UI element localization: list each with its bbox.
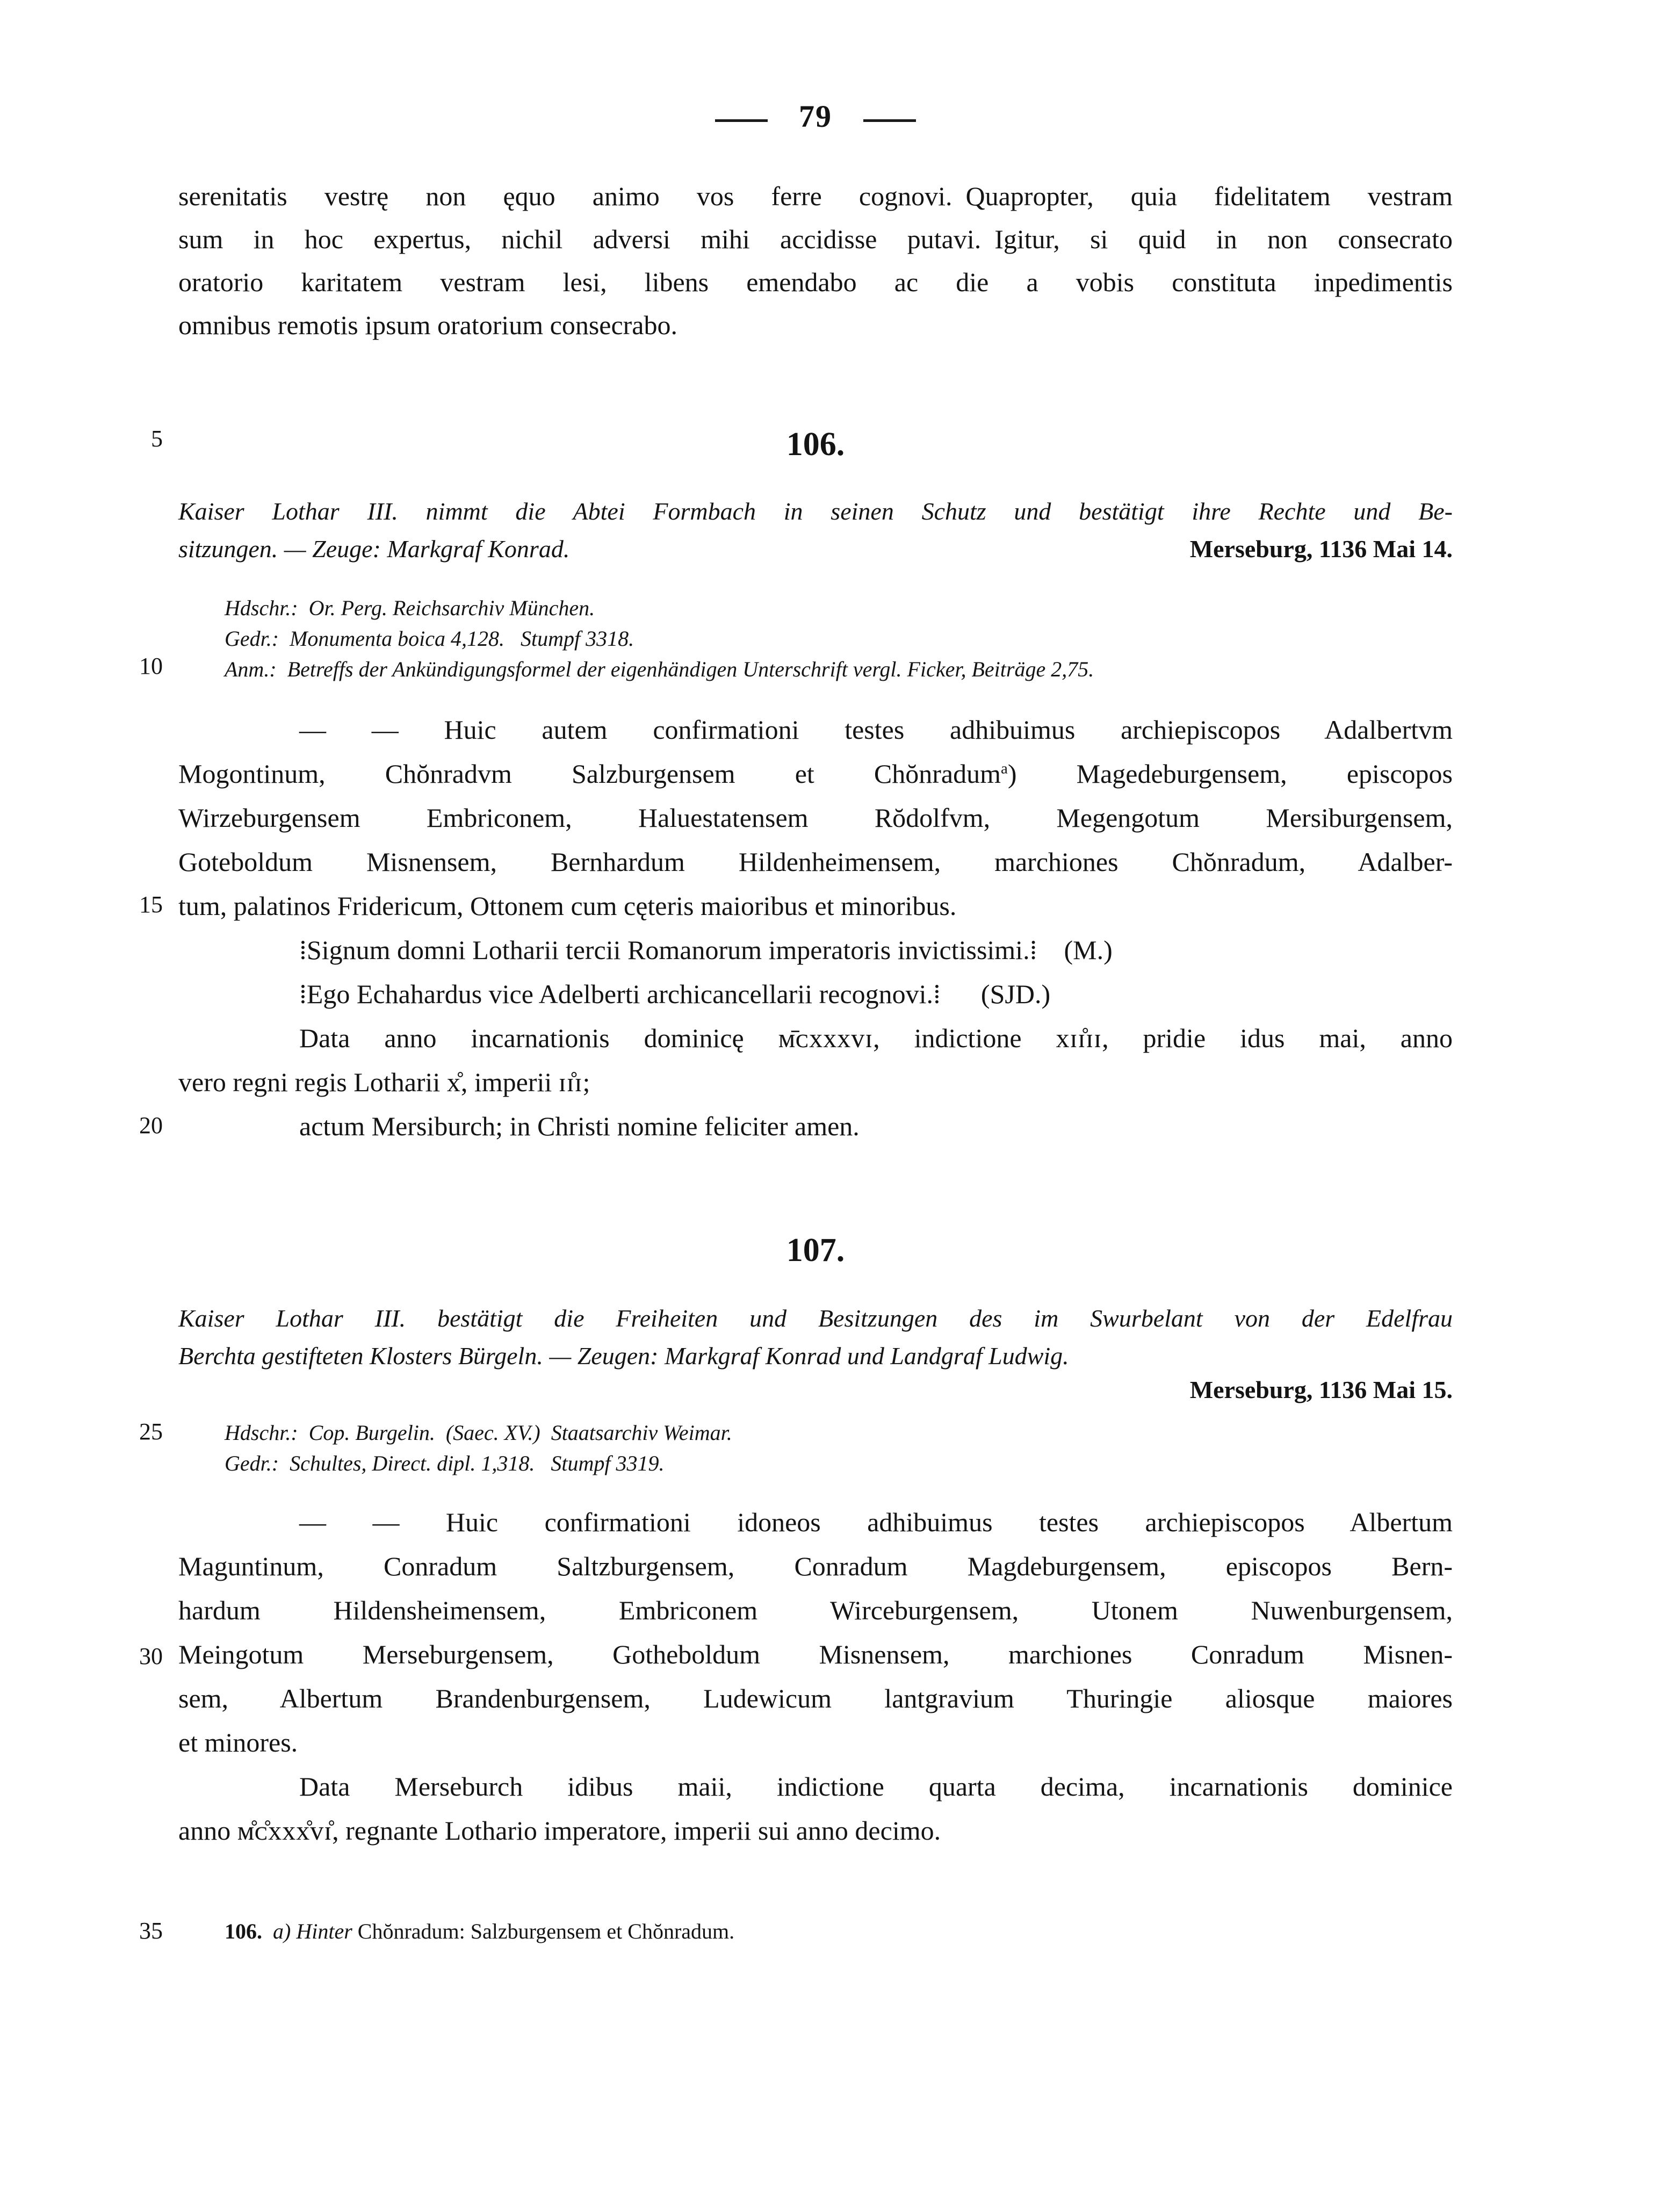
source-line-gedr: Gedr.: Schultes, Direct. dipl. 1,318. Stumpf 3319. [225, 1451, 665, 1475]
text-line: oratorio karitatem vestram lesi, libens emendabo ac die a vobis constituta inpedimentis [178, 267, 1453, 297]
margin-line-number-10: 10 [139, 653, 163, 679]
entry-106-heading: 106. [786, 426, 845, 463]
margin-line-number-20: 20 [139, 1112, 163, 1139]
summary-line: Kaiser Lothar III. nimmt die Abtei Formbach in seinen Schutz und bestätigt ihre Rechte und Be- [178, 498, 1453, 525]
footnote-106a: 106. a) Hinter Chŏnradum: Salzburgensem et Chŏnradum. [225, 1919, 735, 1943]
margin-line-number-25: 25 [139, 1418, 163, 1445]
text-line: tum, palatinos Fridericum, Ottonem cum cęteris maioribus et minoribus. [178, 891, 957, 921]
text-line: anno ᴍ̊ᴄ̊xxx̊ᴠɪ̊, regnante Lothario imperatore, imperii sui anno decimo. [178, 1815, 941, 1846]
text-line: et minores. [178, 1727, 298, 1757]
page-header [178, 101, 1453, 135]
summary-line-with-date [178, 530, 1453, 568]
text-line: serenitatis vestrę non ęquo animo vos ferre cognovi. Quapropter, quia fidelitatem vestram [178, 181, 1453, 211]
source-line-hdschr: Hdschr.: Cop. Burgelin. (Saec. XV.) Staatsarchiv Weimar. [225, 1421, 732, 1445]
text-line-actum: actum Mersiburch; in Christi nomine feliciter amen. [299, 1111, 860, 1141]
entry-107-summary [178, 1300, 1453, 1375]
header-rule-left [715, 119, 768, 122]
intro-paragraph [178, 175, 1453, 347]
text-line: Wirzeburgensem Embriconem, Haluestatensem Rŏdolfvm, Megengotum Mersiburgensem, [178, 803, 1453, 833]
text-line-datum: Data Merseburch idibus maii, indictione quarta decima, incarnationis dominice [299, 1771, 1453, 1802]
source-line-gedr: Gedr.: Monumenta boica 4,128. Stumpf 3318. [225, 626, 634, 651]
text-line: Mogontinum, Chŏnradvm Salzburgensem et Chŏnradum$^a$) Magedeburgensem, episcopos [178, 759, 1453, 789]
text-line: Meingotum Merseburgensem, Gotheboldum Misnensem, marchiones Conradum Misnen- [178, 1639, 1453, 1669]
source-line-hdschr: Hdschr.: Or. Perg. Reichsarchiv München. [225, 596, 595, 620]
text-line: omnibus remotis ipsum oratorium consecrabo. [178, 310, 678, 340]
entry-107-heading: 107. [786, 1232, 845, 1269]
entry-106-body [178, 708, 1453, 1148]
header-rule-right [863, 119, 916, 122]
text-line: sum in hoc expertus, nichil adversi mihi accidisse putavi. Igitur, si quid in non consecrato [178, 224, 1453, 254]
text-line: — — Huic confirmationi idoneos adhibuimus testes archiepiscopos Albertum [299, 1507, 1453, 1537]
entry-107-body [178, 1500, 1453, 1853]
summary-line: Kaiser Lothar III. bestätigt die Freiheiten und Besitzungen des im Swurbelant von der Edelfrau [178, 1305, 1453, 1332]
margin-line-number-30: 30 [139, 1643, 163, 1669]
text-line: — — Huic autem confirmationi testes adhibuimus archiepiscopos Adalbertvm [299, 715, 1453, 745]
entry-106-sources [225, 593, 1455, 685]
page-number: 79 [799, 99, 832, 134]
entry-106-dateline: Merseburg, 1136 Mai 14. [1189, 535, 1453, 563]
summary-line: Berchta gestifteten Klosters Bürgeln. — Zeugen: Markgraf Konrad und Landgraf Ludwig. [178, 1342, 1069, 1370]
text-line-datum: Data anno incarnationis dominicę ᴍ̄ᴄxxxᴠɪ, indictione xɪɪ̊ɪɪ, pridie idus mai, anno [299, 1023, 1453, 1053]
entry-107-dateline: Merseburg, 1136 Mai 15. [1189, 1376, 1453, 1403]
text-line-signum: ⁞Signum domni Lotharii tercii Romanorum imperatoris invictissimi.⁞ (M.) [299, 935, 1113, 965]
entry-106-summary [178, 493, 1453, 568]
text-line: Goteboldum Misnensem, Bernhardum Hildenheimensem, marchiones Chŏnradum, Adalber- [178, 847, 1453, 877]
text-line: sem, Albertum Brandenburgensem, Ludewicum lantgravium Thuringie aliosque maiores [178, 1683, 1453, 1713]
text-line: hardum Hildensheimensem, Embriconem Wirceburgensem, Utonem Nuwenburgensem, [178, 1595, 1453, 1625]
margin-line-number-15: 15 [139, 891, 163, 918]
margin-line-number-35: 35 [139, 1918, 163, 1944]
source-line-anm: Anm.: Betreffs der Ankündigungsformel der eigenhändigen Unterschrift vergl. Ficker, Beiträge 2,75. [225, 657, 1094, 681]
margin-line-number-5: 5 [151, 426, 163, 452]
text-line: vero regni regis Lotharii x̊, imperii ɪɪ̊ɪ; [178, 1067, 590, 1097]
text-line-recognition: ⁞Ego Echahardus vice Adelberti archicancellarii recognovi.⁞ (SJD.) [299, 979, 1051, 1009]
summary-line: sitzungen. — Zeuge: Markgraf Konrad. [178, 535, 570, 563]
text-line: Maguntinum, Conradum Saltzburgensem, Conradum Magdeburgensem, episcopos Bern- [178, 1551, 1453, 1581]
entry-107-sources [225, 1417, 1455, 1479]
